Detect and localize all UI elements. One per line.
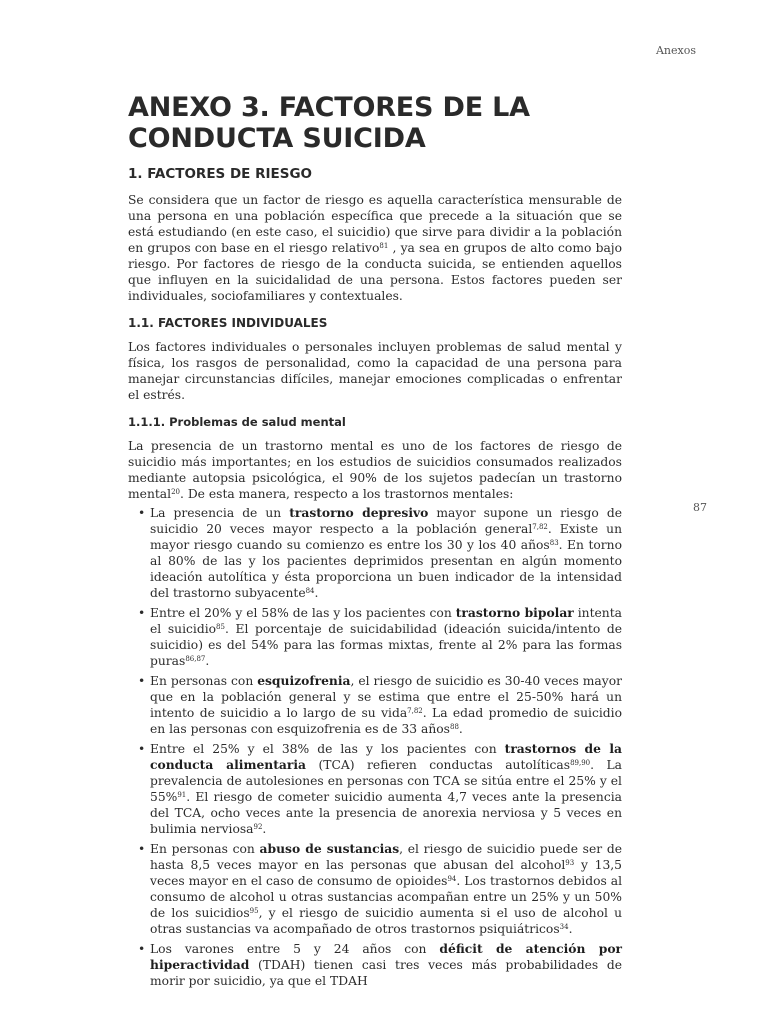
page-content [128, 92, 622, 993]
citation-superscript: 20 [171, 488, 180, 496]
citation-superscript: 95 [249, 907, 259, 915]
mental-health-paragraph: La presencia de un trastorno mental es uno de los factores de riesgo de suicidio más importantes; en los estudios de suicidios consumados realizados mediante autopsia psicológica, el 90% de los sujetos padecían un trastorno mental$^{20}$. De esta manera, respecto a los trastornos mentales: [128, 439, 622, 501]
risk-factors-intro-paragraph: Se considera que un factor de riesgo es aquella característica mensurable de una persona en una población específica que precede a la situación que se está estudiando (en este caso, el suicidio) que sirve para dividir a la población en grupos con base en el riesgo relativo$^{81}$ , ya sea en grupos de alto como bajo riesgo. Por factores de riesgo de la conducta suicida, se entienden aquellos que influyen en la suicidalidad de una persona. Estos factores pueden ser individuales, sociofamiliares y contextuales. [128, 193, 622, 303]
citation-superscript: 94 [447, 875, 457, 883]
bold-term: déficit de atención por hiperactividad [150, 941, 622, 972]
page-number: 87 [693, 501, 707, 514]
bullet-dot: • [138, 506, 146, 520]
list-item: • La presencia de un trastorno depresivo mayor supone un riesgo de suicidio 20 veces mayor respecto a la población general$^{7,82}$. Existe un mayor riesgo cuando su comienzo es entre los 30 y los 40 años$^{83}$. En torno al 80% de las y los pacientes deprimidos presentan en algún momento ideación autolítica y ésta proporciona un buen indicador de la intensidad del trastorno subyacente$^{84}$. [138, 505, 622, 600]
bullet-dot: • [138, 842, 146, 856]
bullet-dot: • [138, 942, 146, 956]
annex-title [128, 92, 622, 154]
citation-superscript: 93 [565, 859, 575, 867]
annex-title-line-1: ANEXO 3. FACTORES DE LA [128, 92, 530, 123]
citation-superscript: 91 [177, 791, 187, 799]
individual-factors-paragraph: Los factores individuales o personales incluyen problemas de salud mental y física, los rasgos de personalidad, como la capacidad de una persona para manejar circunstancias difíciles, manejar emociones complicadas o enfrentar el estrés. [128, 340, 622, 402]
list-item: • Entre el 20% y el 58% de las y los pacientes con trastorno bipolar intenta el suicidio$^{85}$. El porcentaje de suicidabilidad (ideación suicida/intento de suicidio) es del 54% para las formas mixtas, frente al 2% para las formas puras$^{86,87}$. [138, 605, 622, 668]
bold-term: trastorno bipolar [455, 605, 574, 620]
section-heading-mental-health: 1.1.1. Problemas de salud mental [128, 415, 346, 429]
section-heading-risk-factors: 1. FACTORES DE RIESGO [128, 166, 313, 182]
running-header: Anexos [655, 44, 696, 57]
citation-superscript: 7,82 [532, 523, 548, 531]
list-item: • En personas con abuso de sustancias, el riesgo de suicidio puede ser de hasta 8,5 veces mayor en las personas que abusan del alcohol$^{93}$ y 13,5 veces mayor en el caso de consumo de opioides$^{94}$. Los trastornos debidos al consumo de alcohol u otras sustancias acompañan entre un 25% y un 50% de los suicidios$^{95}$, y el riesgo de suicidio aumenta si el uso de alcohol u otras sustancias va acompañado de otros trastornos psiquiátricos$^{34}$. [138, 841, 623, 936]
bullet-dot: • [138, 674, 146, 688]
bold-term: esquizofrenia [257, 673, 351, 688]
bold-term: trastorno depresivo [289, 505, 429, 520]
citation-superscript: 34 [559, 923, 569, 931]
citation-superscript: 83 [549, 539, 559, 547]
bold-term: trastornos de la conducta alimentaria [150, 741, 622, 772]
citation-superscript: 85 [216, 623, 225, 631]
citation-superscript: 92 [253, 823, 263, 831]
mental-disorders-list [128, 505, 622, 989]
bold-term: abuso de sustancias [259, 841, 400, 856]
section-heading-individual-factors: 1.1. FACTORES INDIVIDUALES [128, 316, 328, 330]
citation-superscript: 7,82 [407, 707, 423, 715]
citation-superscript: 81 [379, 242, 389, 250]
list-item: • Entre el 25% y el 38% de las y los pacientes con trastornos de la conducta alimentaria (TCA) refieren conductas autolíticas$^{89,90}$. La prevalencia de autolesiones en personas con TCA se sitúa entre el 25% y el 55%$^{91}$. El riesgo de cometer suicidio aumenta 4,7 veces ante la presencia del TCA, ocho veces ante la presencia de anorexia nerviosa y 5 veces en bulimia nerviosa$^{92}$. [138, 741, 622, 836]
list-item: • Los varones entre 5 y 24 años con déficit de atención por hiperactividad (TDAH) tienen casi tres veces más probabilidades de morir por suicidio, ya que el TDAH [138, 941, 622, 988]
citation-superscript: 89,90 [570, 759, 591, 767]
citation-superscript: 86,87 [185, 655, 206, 663]
bullet-dot: • [138, 742, 146, 756]
annex-title-line-2: CONDUCTA SUICIDA [128, 123, 426, 154]
citation-superscript: 84 [305, 587, 315, 595]
bullet-dot: • [138, 606, 146, 620]
list-item: • En personas con esquizofrenia, el riesgo de suicidio es 30-40 veces mayor que en la población general y se estima que entre el 25-50% hará un intento de suicidio a lo largo de su vida$^{7,82}$. La edad promedio de suicidio en las personas con esquizofrenia es de 33 años$^{88}$. [138, 673, 622, 736]
citation-superscript: 88 [450, 723, 459, 731]
